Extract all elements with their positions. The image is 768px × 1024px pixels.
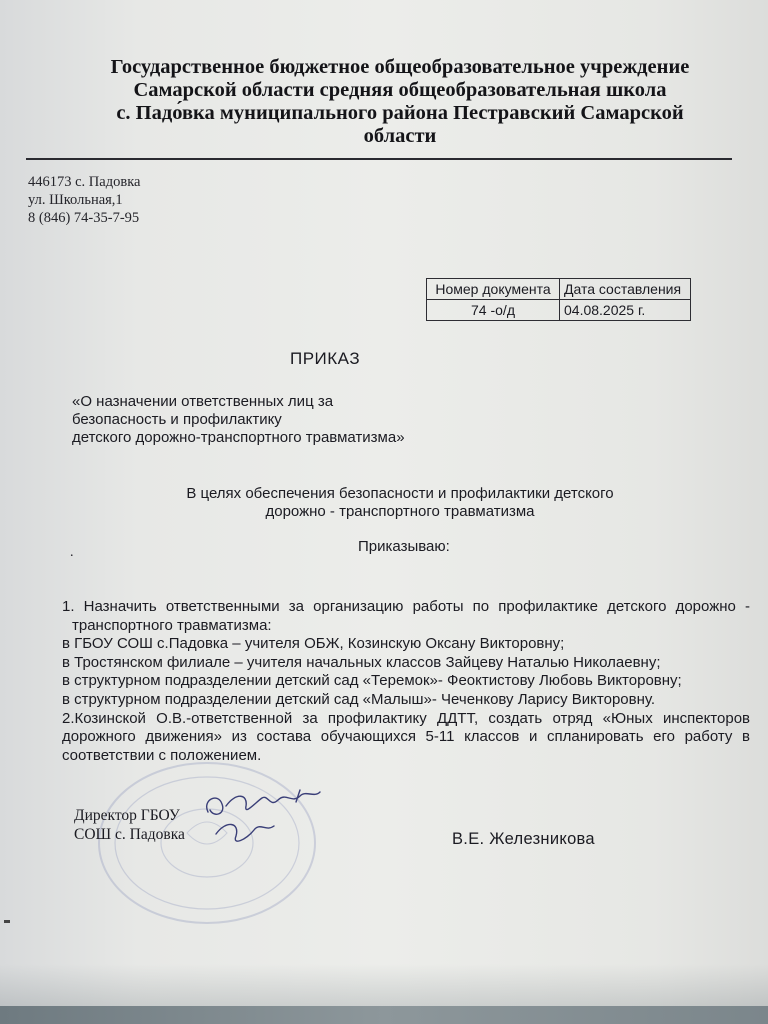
body-p2-line1: 2.Козинской О.В.-ответственной за профилактику ДДТТ, создать отряд «Юных инспекторов (62, 709, 750, 727)
background-surface (0, 1006, 768, 1024)
address-phone: 8 (846) 74-35-7-95 (28, 210, 140, 226)
organization-header (60, 56, 740, 148)
header-line-4: области (363, 125, 437, 147)
purpose-line-2: дорожно - транспортного травматизма (265, 503, 535, 520)
edge-mark (4, 920, 10, 923)
address-block (28, 173, 140, 227)
body-p1-line2: транспортного травматизма: (72, 616, 272, 634)
subject-line-2: безопасность и профилактику (72, 411, 282, 428)
address-line-1: 446173 с. Падовка (28, 174, 141, 190)
header-line-2: Самарской области средняя общеобразовательная школа (133, 79, 667, 101)
document-info-table (426, 278, 691, 321)
document-title: ПРИКАЗ (290, 349, 361, 368)
doc-date-value: 04.08.2025 г. (560, 300, 691, 321)
position-line-2: СОШ с. Падовка (74, 826, 185, 843)
doc-number-value: 74 -о/д (427, 300, 560, 321)
position-line-1: Директор ГБОУ (74, 807, 180, 824)
header-line-1: Государственное бюджетное общеобразовательное учреждение (110, 56, 690, 78)
doc-date-header: Дата составления (560, 279, 691, 300)
header-line-3: с. Падо́вка муниципального района Пестравский Самарской (116, 102, 684, 124)
body-p1-line3: в ГБОУ СОШ с.Падовка – учителя ОБЖ, Козинскую Оксану Викторовну; (62, 635, 565, 653)
purpose-line-1: В целях обеспечения безопасности и профилактики детского (186, 485, 614, 502)
signatory-name: В.Е. Железникова (452, 830, 595, 848)
subject-line-1: «О назначении ответственных лиц за (72, 393, 334, 410)
body-p1-line6: в структурном подразделении детский сад «Малыш»- Чеченкову Ларису Викторовну. (62, 690, 656, 708)
body-p1-line4: в Тростянском филиале – учителя начальных классов Зайцеву Наталью Николаевну; (62, 653, 661, 671)
stray-dot: . (70, 545, 74, 560)
order-body (62, 598, 750, 765)
order-word: Приказываю: (358, 538, 450, 555)
doc-number-header: Номер документа (427, 279, 560, 300)
header-divider (26, 158, 732, 160)
order-subject (72, 393, 405, 447)
body-p2-line3: соответствии с положением. (62, 746, 262, 764)
subject-line-3: детского дорожно-транспортного травматизма» (72, 429, 405, 446)
signature-position (74, 806, 185, 844)
body-p1-line5: в структурном подразделении детский сад «Теремок»- Феоктистову Любовь Викторовну; (62, 672, 682, 690)
body-p1-line1: 1. Назначить ответственными за организацию работы по профилактике детского дорожно - (62, 598, 750, 615)
order-purpose (170, 485, 630, 521)
address-line-2: ул. Школьная,1 (28, 192, 123, 208)
body-p2-line2: дорожного движения» из состава обучающихся 5-11 классов и спланировать его работу в (62, 728, 750, 746)
handwritten-signature-icon (196, 782, 326, 852)
